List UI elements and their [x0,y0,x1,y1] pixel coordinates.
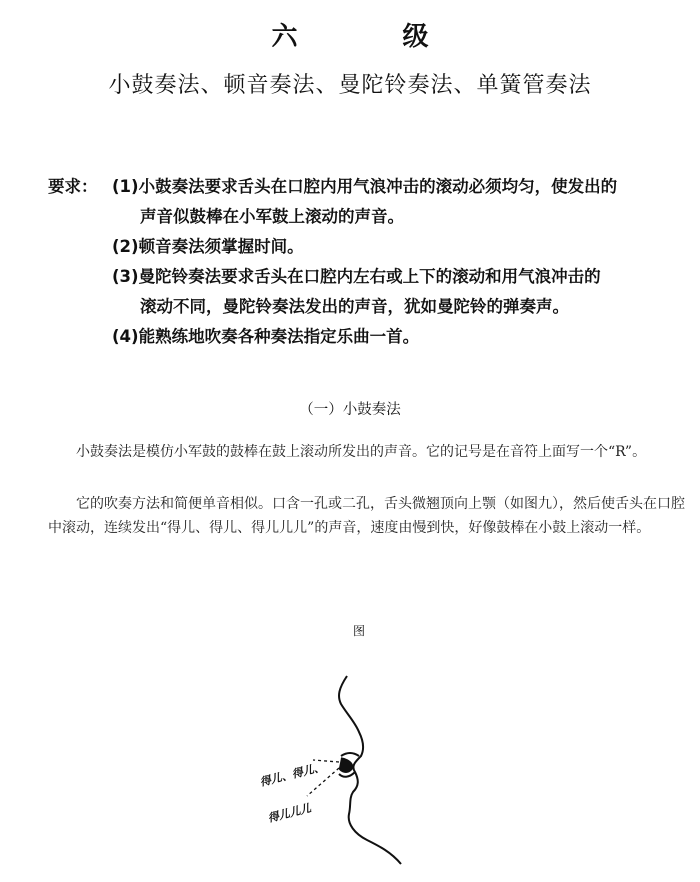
upper-lip [341,753,359,756]
mouth-profile-figure [255,668,415,868]
requirement-item-2 [112,232,688,262]
requirement-item-3 [112,262,688,322]
paragraph-1: 小鼓奏法是模仿小军鼓的鼓棒在鼓上滚动所发出的声音。它的记号是在音符上面写一个“R”。 [76,444,647,460]
page-title: 六 级 [271,22,477,52]
requirement-2-line1: (2)顿音奏法须掌握时间。 [112,237,304,256]
paragraph-2: 它的吹奏方法和简便单音相似。口含一孔或二孔，舌头微翘顶向上颚（如图九），然后使舌头在口腔中滚动，连续发出“得儿、得儿、得儿儿儿”的声音，速度由慢到快，好像鼓棒在小鼓上滚动一样。 [48,496,685,536]
requirement-3-line2: 滚动不同，曼陀铃奏法发出的声音，犹如曼陀铃的弹奏声。 [140,297,569,316]
requirement-1-line1: (1)小鼓奏法要求舌头在口腔内用气浪冲击的滚动必须均匀，使发出的 [112,177,618,196]
requirement-item-1 [112,172,688,232]
page-subtitle: 小鼓奏法、顿音奏法、曼陀铃奏法、单簧管奏法 [108,73,592,98]
requirement-3-line1: (3)曼陀铃奏法要求舌头在口腔内左右或上下的滚动和用气浪冲击的 [112,267,601,286]
figure-label: 图 [353,624,366,638]
requirement-1-line2: 声音似鼓棒在小军鼓上滚动的声音。 [140,207,404,226]
requirements-block [48,172,688,352]
requirements-label: 要求： [48,177,98,196]
tongue-shape [339,758,353,772]
requirement-4-line1: (4)能熟练地吹奏各种奏法指定乐曲一首。 [112,327,420,346]
mouth-profile-illustration [255,668,415,868]
annotation-lower: 得儿儿儿 [266,801,313,825]
annotation-upper: 得儿、得儿、 [258,760,326,789]
requirement-item-4 [112,322,688,352]
section-title: （一）小鼓奏法 [299,402,401,418]
